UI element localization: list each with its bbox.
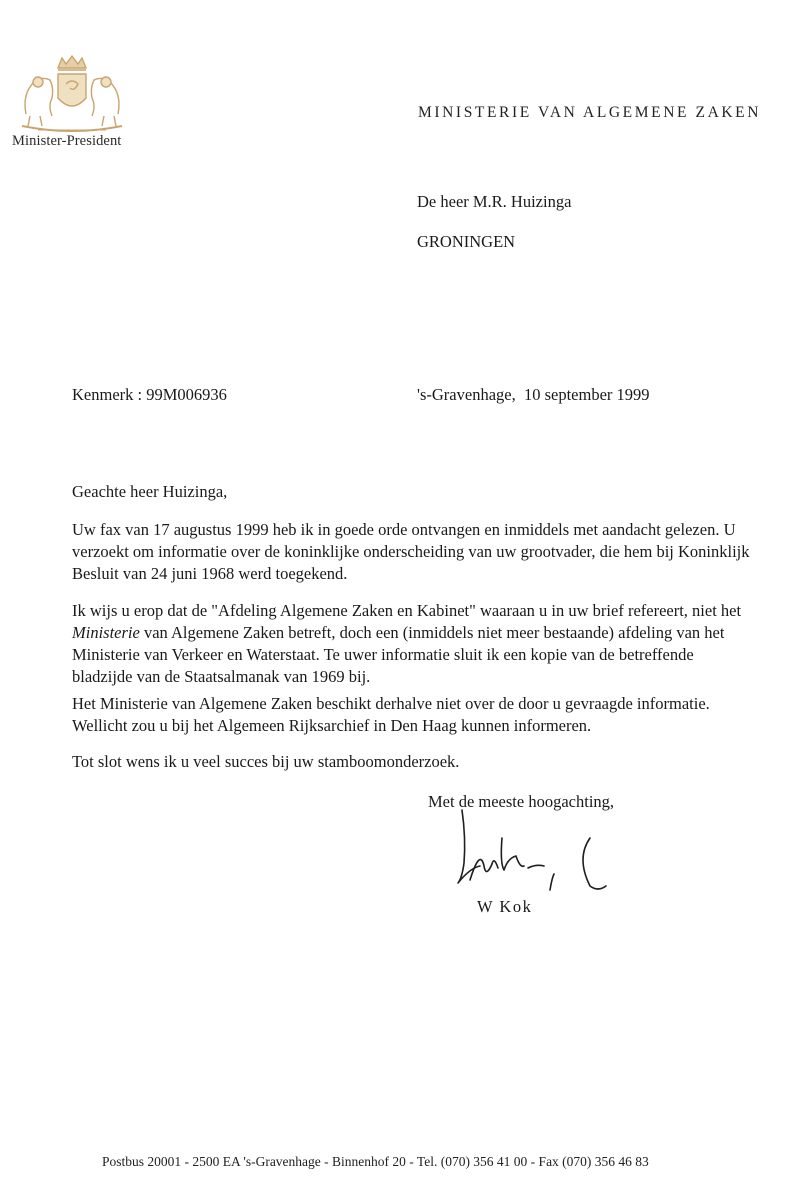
place-date-text: 's-Gravenhage, 10 september 1999 [417, 385, 650, 404]
royal-crest-icon [8, 54, 136, 134]
paragraph-2-emphasis: Ministerie [72, 623, 140, 642]
paragraph-2-after: van Algemene Zaken betreft, doch een (inmiddels niet meer bestaande) afdeling van het Ministerie van Verkeer en Waterstaat. Te uwer informatie sluit ik een kopie van de betreffende bladzijde van de Staatsalmanak van 1969 bij. [72, 623, 725, 686]
place-and-date [417, 385, 650, 405]
paragraph-2 [72, 600, 752, 688]
paragraph-2-before: Ik wijs u erop dat de "Afdeling Algemene Zaken en Kabinet" waaraan u in uw brief refereert, niet het [72, 601, 742, 620]
closing: Met de meeste hoogachting, [428, 792, 615, 811]
salutation: Geachte heer Huizinga, [72, 482, 228, 501]
reference-number: Kenmerk : 99M006936 [72, 385, 227, 404]
paragraph-4: Tot slot wens ik u veel succes bij uw stamboomonderzoek. [72, 752, 460, 771]
ministry-name: MINISTERIE VAN ALGEMENE ZAKEN [418, 104, 762, 121]
footer-address: Postbus 20001 - 2500 EA 's-Gravenhage - Binnenhof 20 - Tel. (070) 356 41 00 - Fax (070) 356 46 83 [102, 1154, 649, 1169]
signer-name: W Kok [477, 897, 533, 916]
recipient-name: De heer M.R. Huizinga [417, 192, 572, 211]
recipient-city: GRONINGEN [417, 232, 516, 251]
signature-icon [440, 808, 620, 898]
paragraph-3: Het Ministerie van Algemene Zaken beschikt derhalve niet over de door u gevraagde informatie. Wellicht zou u bij het Algemeen Rijksarchief in Den Haag kunnen informeren. [72, 694, 710, 735]
paragraph-1: Uw fax van 17 augustus 1999 heb ik in goede orde ontvangen en inmiddels met aandacht gelezen. U verzoekt om informatie over de koninklijke onderscheiding van uw grootvader, die hem bij Koninklijk Besluit van 24 juni 1968 werd toegekend. [72, 520, 750, 583]
crest-caption: Minister-President [12, 133, 122, 149]
